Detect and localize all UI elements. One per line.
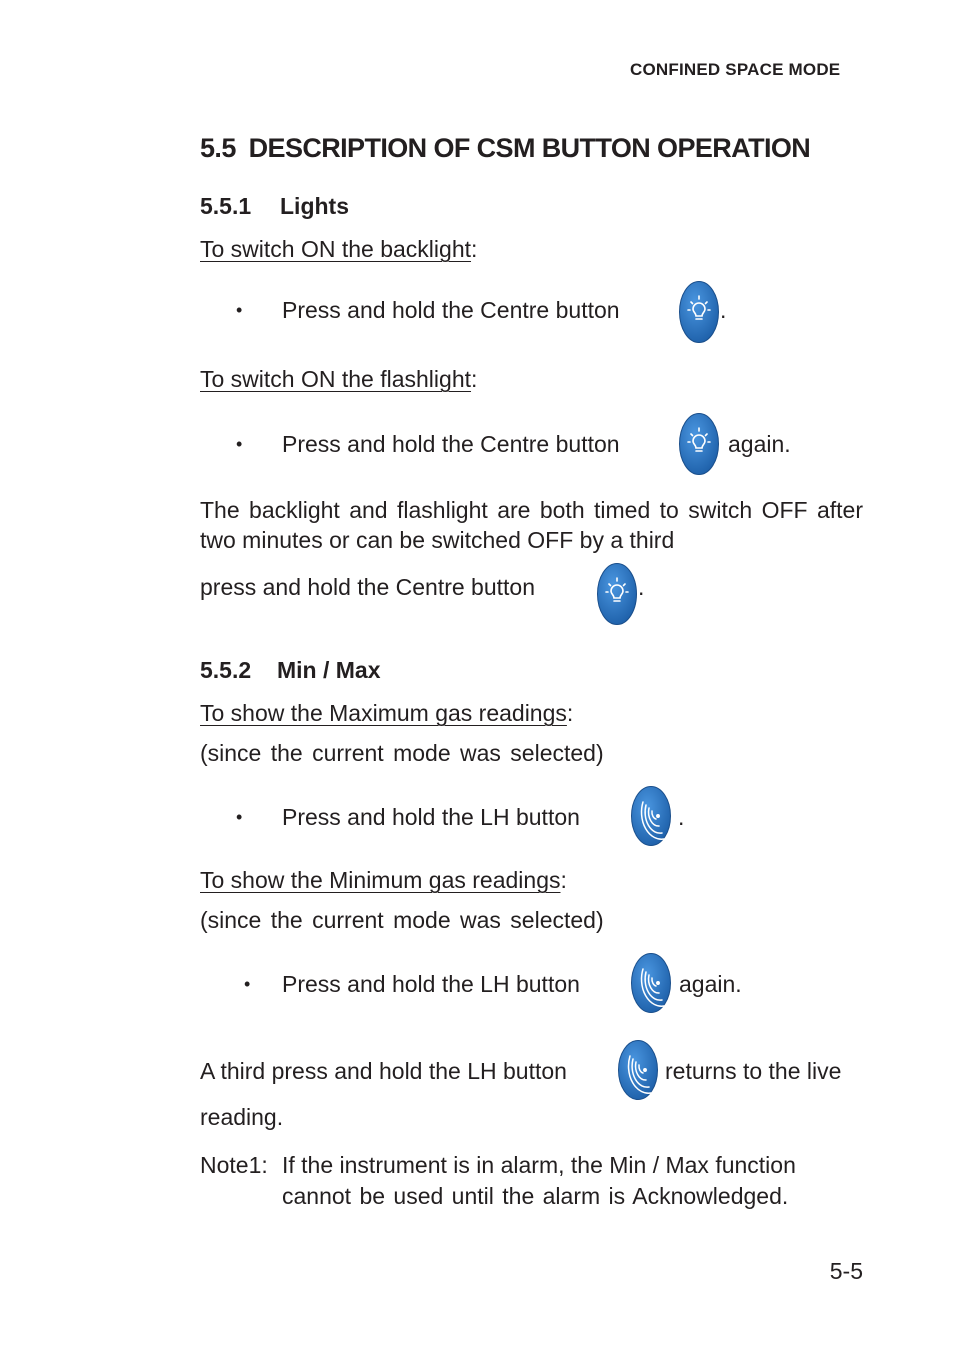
note-line-1: If the instrument is in alarm, the Min / Max function [282, 1152, 796, 1178]
punctuation: . [720, 297, 727, 323]
section-number: 5.5 [200, 133, 236, 163]
max-heading: To show the Maximum gas readings: [200, 700, 574, 726]
punctuation: . [638, 574, 645, 600]
note-line-2: cannot be used until the alarm is Acknowledged. [282, 1183, 789, 1209]
page-number: 5-5 [829, 1258, 863, 1284]
min-heading: To show the Minimum gas readings: [200, 867, 567, 893]
third-press-last: reading. [200, 1104, 284, 1130]
backlight-step: Press and hold the Centre button [282, 297, 620, 323]
min-step-suffix: again. [679, 971, 742, 997]
subsection-number: 5.5.1 [200, 193, 252, 219]
max-note: (since the current mode was selected) [200, 740, 604, 766]
min-note: (since the current mode was selected) [200, 907, 604, 933]
lh-button-icon [631, 786, 671, 846]
third-press-suffix: returns to the live [665, 1058, 842, 1084]
bullet: • [236, 807, 243, 827]
centre-button-icon [679, 413, 719, 475]
flashlight-step: Press and hold the Centre button [282, 431, 620, 457]
bullet: • [236, 434, 243, 454]
max-step: Press and hold the LH button [282, 804, 580, 830]
backlight-heading: To switch ON the backlight: [200, 236, 478, 262]
subsection-title: Min / Max [277, 657, 381, 683]
lh-button-icon [631, 953, 671, 1013]
flashlight-heading: To switch ON the flashlight: [200, 366, 478, 392]
running-header: CONFINED SPACE MODE [630, 60, 841, 79]
punctuation: . [678, 804, 685, 830]
subsection-minmax-heading [200, 657, 381, 684]
third-press-prefix: A third press and hold the LH button [200, 1058, 567, 1084]
bullet: • [236, 300, 243, 320]
subsection-title: Lights [280, 193, 349, 219]
centre-button-icon [597, 563, 637, 625]
section-title-text: DESCRIPTION OF CSM BUTTON OPERATION [248, 133, 811, 163]
lh-button-icon [618, 1040, 658, 1100]
min-step: Press and hold the LH button [282, 971, 580, 997]
bullet: • [244, 974, 251, 994]
timer-paragraph-last: press and hold the Centre button [200, 574, 536, 600]
section-title [200, 133, 810, 164]
subsection-lights-heading [200, 193, 349, 220]
timer-paragraph: The backlight and flashlight are both timed to switch OFF after two minutes or can be switched OFF by a third [200, 497, 863, 553]
centre-button-icon [679, 281, 719, 343]
note-label: Note1: [200, 1152, 268, 1178]
flashlight-step-suffix: again. [728, 431, 791, 457]
subsection-number: 5.5.2 [200, 657, 252, 683]
